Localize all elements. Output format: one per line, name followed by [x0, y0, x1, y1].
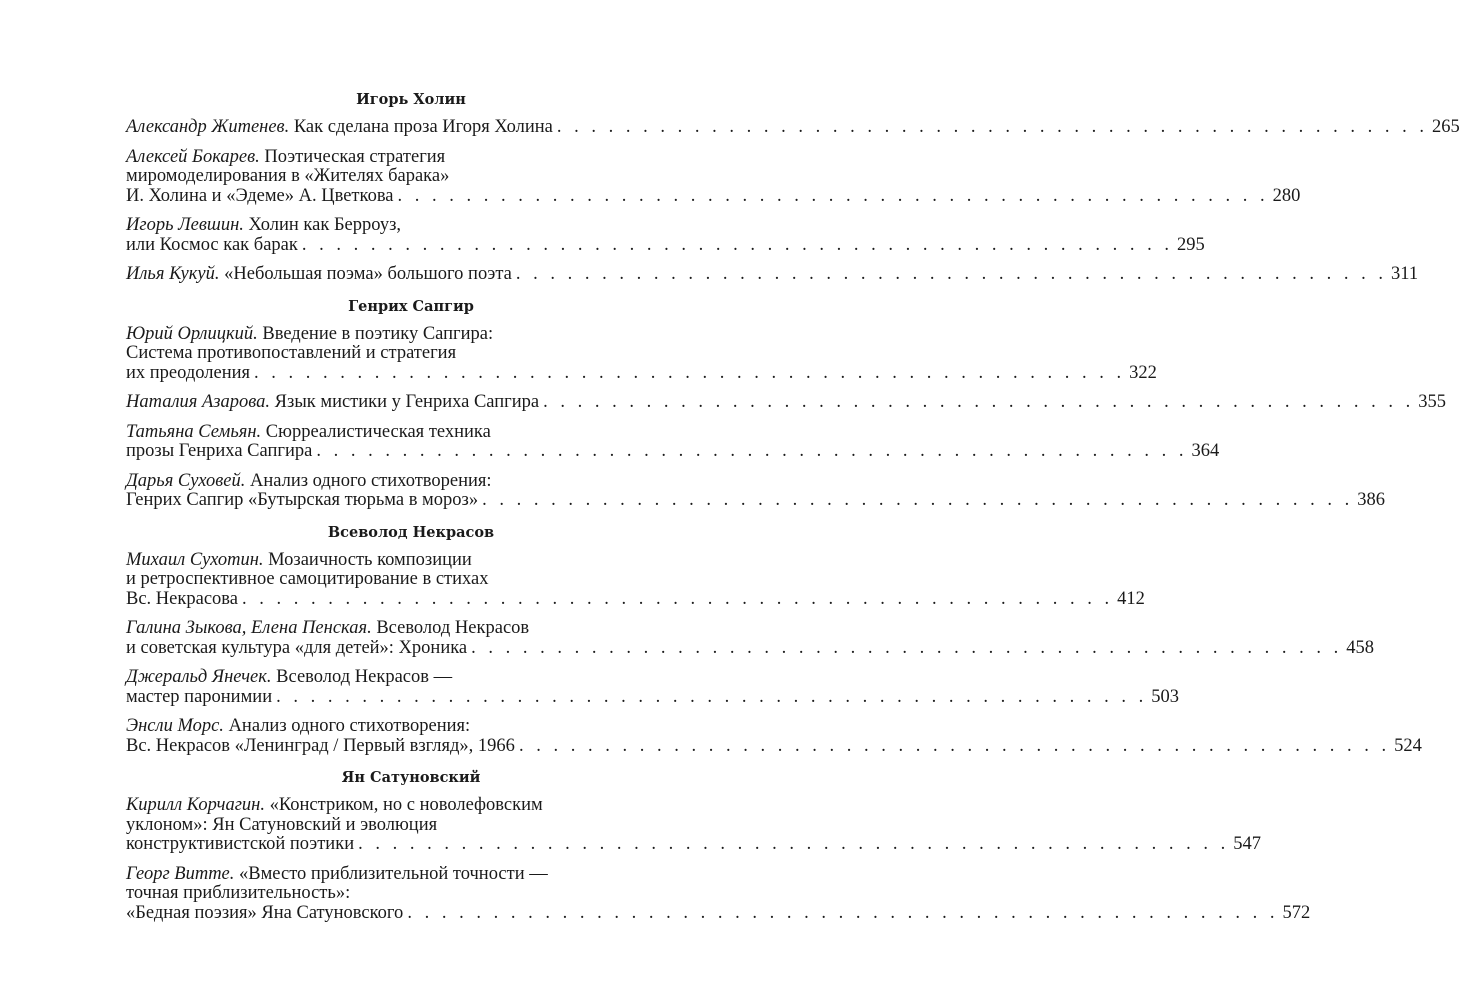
page-number: 265: [1432, 117, 1460, 137]
toc-entry[interactable]: [126, 117, 1460, 138]
section-title: Генрих Сапгир: [348, 297, 474, 315]
entry-author: Александр Житенев.: [126, 117, 290, 137]
dot-leader: . . . . . . . . . . . . . . . . . . . . . . . . . . . . . . . . . . . . . . . . . . . . . . . . . . .: [301, 234, 1173, 255]
toc-entry[interactable]: [126, 421, 1220, 462]
page-number: 503: [1151, 686, 1179, 707]
dot-leader: . . . . . . . . . . . . . . . . . . . . . . . . . . . . . . . . . . . . . . . . . . . . . . . . . . .: [482, 490, 1354, 510]
dot-leader: . . . . . . . . . . . . . . . . . . . . . . . . . . . . . . . . . . . . . . . . . . . . . . . . . . .: [556, 117, 1428, 137]
entry-last-line: [126, 735, 1422, 757]
entry-title: Как сделана проза Игоря Холина: [289, 117, 553, 137]
section-title: Игорь Холин: [356, 91, 466, 108]
toc-entry[interactable]: [126, 146, 1301, 207]
entry-last-line: [126, 588, 1145, 610]
entry-text: [126, 904, 403, 924]
entry-title: Вс. Некрасова: [126, 588, 238, 609]
table-of-contents: [126, 88, 1460, 933]
entry-title: конструктивистской поэтики: [126, 834, 355, 854]
entry-last-line: [126, 185, 1301, 207]
entry-title: мастер паронимии: [126, 686, 273, 707]
entry-author: Наталия Азарова.: [126, 392, 271, 412]
entry-title: Сюрреалистическая техника: [261, 421, 491, 442]
entry-line: [126, 717, 696, 737]
entry-title: Анализ одного стихотворения:: [223, 716, 471, 736]
entry-line: [126, 796, 696, 816]
entry-title: их преодоления: [126, 362, 251, 383]
entry-line: [126, 865, 696, 885]
toc-entry[interactable]: [126, 667, 1179, 707]
toc-entry[interactable]: [126, 618, 1375, 658]
entry-title: Поэтическая стратегия: [259, 146, 446, 167]
toc-entry[interactable]: [126, 215, 1205, 255]
entry-last-line: [126, 392, 1446, 413]
entry-text: [126, 835, 354, 855]
page-number: 355: [1418, 392, 1446, 412]
entry-text: [126, 187, 394, 207]
entry-title: «Бедная поэзия» Яна Сатуновского: [126, 902, 404, 923]
entry-author: Георг Витте.: [126, 863, 235, 884]
entry-text: [126, 265, 512, 285]
dot-leader: . . . . . . . . . . . . . . . . . . . . . . . . . . . . . . . . . . . . . . . . . . . . . . . . . . .: [276, 686, 1148, 707]
entry-title: Введение в поэтику Сапгира:: [257, 323, 494, 344]
entry-author: Дарья Суховей.: [126, 470, 246, 491]
entry-title: «Небольшая поэма» большого поэта: [219, 264, 512, 284]
entry-title: Вс. Некрасов «Ленинград / Первый взгляд», 1966: [126, 735, 515, 756]
entry-text: [126, 688, 272, 708]
entry-last-line: [126, 834, 1261, 855]
dot-leader: . . . . . . . . . . . . . . . . . . . . . . . . . . . . . . . . . . . . . . . . . . . . . . . . . . .: [242, 588, 1114, 609]
entry-line: [126, 325, 696, 345]
entry-line: [126, 344, 696, 364]
entry-title: Мозаичность композиции: [263, 549, 472, 570]
entry-author: Кирилл Корчагин.: [126, 795, 265, 815]
page-number: 322: [1129, 362, 1157, 383]
entry-title: Всеволод Некрасов —: [271, 667, 453, 687]
entry-title: Холин как Берроуз,: [243, 215, 402, 235]
entry-title: или Космос как барак: [126, 234, 298, 255]
dot-leader: . . . . . . . . . . . . . . . . . . . . . . . . . . . . . . . . . . . . . . . . . . . . . . . . . . .: [254, 362, 1126, 383]
entry-title: Система противопоставлений и стратегия: [126, 343, 457, 363]
entry-last-line: [126, 637, 1375, 659]
entry-author: Михаил Сухотин.: [126, 549, 264, 570]
entry-text: [126, 442, 312, 462]
toc-entry[interactable]: [126, 795, 1261, 855]
entry-last-line: [126, 441, 1220, 462]
entry-title: точная приблизительность»:: [126, 883, 351, 903]
page-number: 364: [1191, 441, 1220, 461]
entry-text: [126, 393, 539, 413]
page-number: 458: [1346, 637, 1375, 658]
dot-leader: . . . . . . . . . . . . . . . . . . . . . . . . . . . . . . . . . . . . . . . . . . . . . . . . . . .: [358, 834, 1230, 854]
entry-title: Всеволод Некрасов: [371, 618, 530, 638]
entry-text: [126, 639, 467, 659]
entry-text: [126, 491, 478, 511]
toc-entry[interactable]: [126, 264, 1419, 285]
entry-author: Игорь Левшин.: [126, 215, 244, 235]
toc-entry[interactable]: [126, 470, 1385, 511]
entry-title: «Констриком, но с новолефовским: [264, 795, 543, 815]
toc-entry[interactable]: [126, 716, 1422, 756]
entry-line: [126, 551, 696, 571]
page-number: 295: [1176, 234, 1205, 255]
dot-leader: . . . . . . . . . . . . . . . . . . . . . . . . . . . . . . . . . . . . . . . . . . . . . . . . . . .: [543, 392, 1415, 412]
entry-author: Татьяна Семьян.: [126, 421, 262, 442]
section-title: Всеволод Некрасов: [327, 523, 495, 541]
page-number: 280: [1272, 185, 1301, 206]
entry-last-line: [126, 490, 1385, 511]
toc-entry[interactable]: [126, 549, 1145, 610]
dot-leader: . . . . . . . . . . . . . . . . . . . . . . . . . . . . . . . . . . . . . . . . . . . . . . . . . . .: [407, 902, 1279, 923]
entry-last-line: [126, 362, 1157, 384]
entry-title: миромоделирования в «Жителях барака»: [126, 166, 450, 186]
entry-author: Юрий Орлицкий.: [126, 323, 258, 344]
entry-author: Энсли Морс.: [126, 716, 224, 736]
entry-line: [126, 216, 696, 236]
section-title: Ян Сатуновский: [341, 769, 481, 786]
entry-author: Галина Зыкова, Елена Пенская.: [126, 618, 372, 638]
entry-line: [126, 816, 696, 836]
entry-line: [126, 148, 696, 168]
entry-author: Алексей Бокарев.: [126, 146, 260, 167]
page-number: 547: [1233, 834, 1261, 854]
dot-leader: . . . . . . . . . . . . . . . . . . . . . . . . . . . . . . . . . . . . . . . . . . . . . . . . . . .: [518, 735, 1391, 756]
entry-title: Язык мистики у Генриха Сапгира: [270, 392, 540, 412]
entry-title: Генрих Сапгир «Бутырская тюрьма в мороз»: [126, 490, 479, 510]
entry-line: [126, 668, 696, 688]
entry-title: И. Холина и «Эдеме» А. Цветкова: [126, 185, 394, 206]
entry-text: [126, 364, 250, 384]
entry-line: [126, 472, 696, 492]
entry-line: [126, 884, 696, 904]
toc-entry[interactable]: [126, 323, 1157, 384]
entry-last-line: [126, 686, 1179, 708]
dot-leader: . . . . . . . . . . . . . . . . . . . . . . . . . . . . . . . . . . . . . . . . . . . . . . . . . . .: [316, 441, 1188, 461]
toc-entry[interactable]: [126, 392, 1446, 413]
page-number: 412: [1117, 588, 1145, 609]
entry-author: Илья Кукуй.: [126, 264, 220, 284]
entry-text: [126, 590, 238, 610]
page-number: 572: [1282, 902, 1311, 923]
entry-line: [126, 423, 696, 443]
entry-text: [126, 118, 553, 138]
dot-leader: . . . . . . . . . . . . . . . . . . . . . . . . . . . . . . . . . . . . . . . . . . . . . . . . . . .: [471, 637, 1343, 658]
entry-last-line: [126, 264, 1419, 285]
entry-line: [126, 570, 696, 590]
entry-text: [126, 236, 298, 256]
entry-line: [126, 619, 696, 639]
entry-title: и ретроспективное самоцитирование в стихах: [126, 569, 489, 589]
toc-entry[interactable]: [126, 863, 1311, 924]
entry-last-line: [126, 902, 1311, 924]
entry-text: [126, 737, 515, 757]
entry-last-line: [126, 117, 1460, 138]
entry-line: [126, 167, 696, 187]
entry-title: «Вместо приблизительной точности —: [234, 863, 548, 884]
entry-last-line: [126, 234, 1205, 256]
dot-leader: . . . . . . . . . . . . . . . . . . . . . . . . . . . . . . . . . . . . . . . . . . . . . . . . . . .: [515, 264, 1388, 284]
entry-author: Джеральд Янечек.: [126, 667, 272, 687]
page-number: 386: [1357, 490, 1385, 510]
entry-title: уклоном»: Ян Сатуновский и эволюция: [126, 814, 438, 835]
page-number: 311: [1391, 264, 1419, 284]
entry-title: прозы Генриха Сапгира: [126, 441, 313, 461]
entry-title: и советская культура «для детей»: Хроника: [126, 637, 468, 658]
page-number: 524: [1394, 735, 1422, 756]
dot-leader: . . . . . . . . . . . . . . . . . . . . . . . . . . . . . . . . . . . . . . . . . . . . . . . . . . .: [397, 185, 1269, 206]
entry-title: Анализ одного стихотворения:: [245, 470, 492, 491]
